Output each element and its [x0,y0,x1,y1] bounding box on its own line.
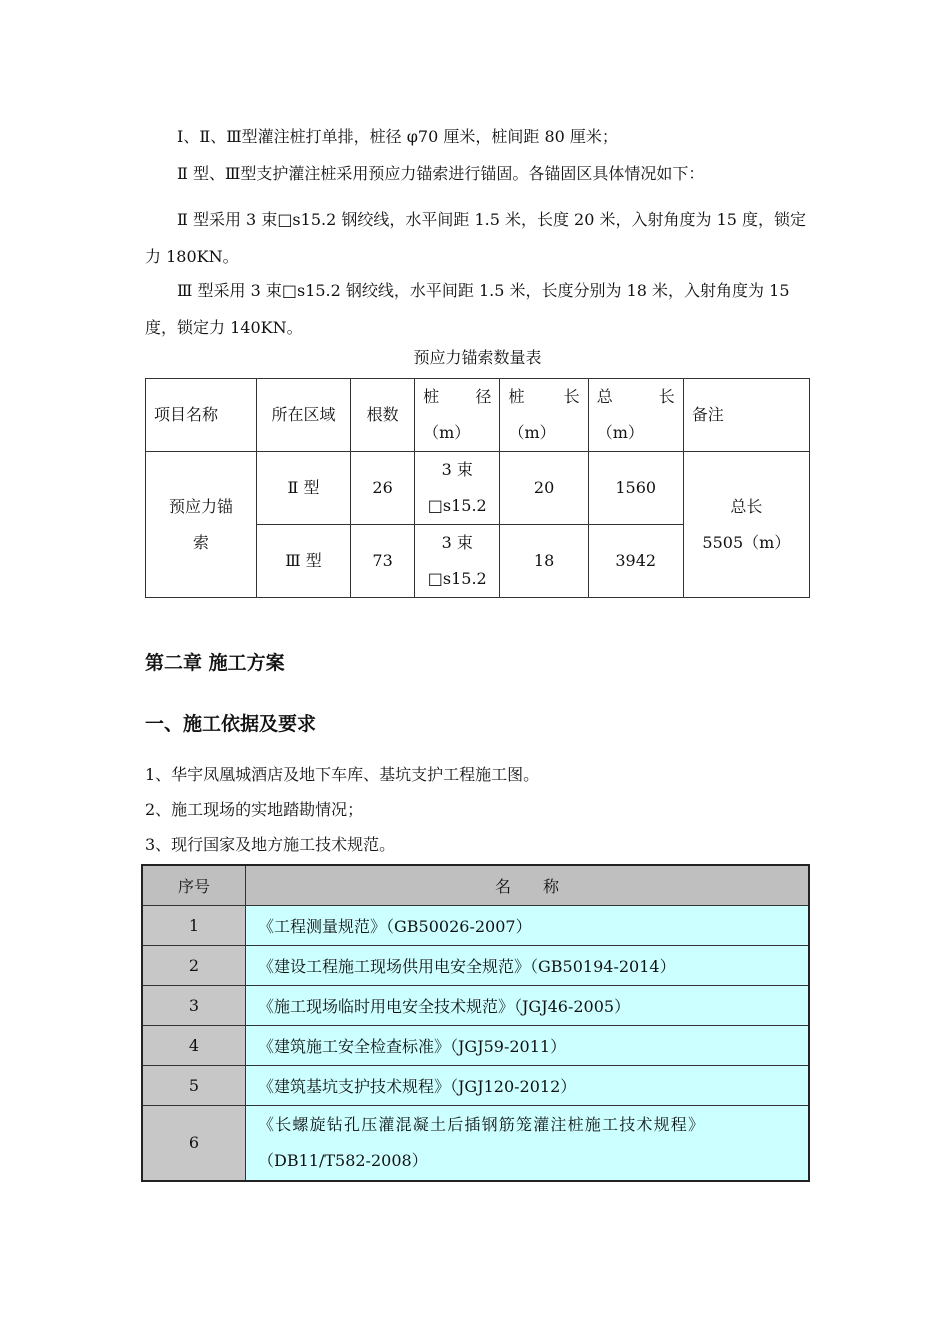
header-serial: 序号 [142,865,246,905]
header-diameter: 桩 径 （m） [415,379,500,452]
spec-name: 《建筑基坑支护技术规程》（JGJ120-2012） [246,1065,810,1105]
basis-item-1: 1、华宇凤凰城酒店及地下车库、基坑支护工程施工图。 [145,765,540,784]
spec-serial: 6 [142,1105,246,1181]
basis-item-2: 2、施工现场的实地踏勘情况； [145,800,364,819]
spec-row [142,1025,809,1065]
cell-remark: 总长 5505（m） [683,452,809,598]
cell-total: 3942 [588,525,683,598]
header-name: 名 称 [246,865,810,905]
header-item: 项目名称 [146,379,257,452]
cell-length: 18 [500,525,588,598]
spec-serial: 4 [142,1025,246,1065]
spec-header-row [142,865,809,905]
header-remark: 备注 [683,379,809,452]
basis-item-3: 3、现行国家及地方施工技术规范。 [145,835,396,854]
spec-row [142,945,809,985]
section-title: 一、施工依据及要求 [145,713,317,735]
spec-name: 《建设工程施工现场供用电安全规范》（GB50194-2014） [246,945,810,985]
spec-serial: 2 [142,945,246,985]
spec-name: 《建筑施工安全检查标准》（JGJ59-2011） [246,1025,810,1065]
paragraph-type-2: Ⅱ 型采用 3 束□s15.2 钢绞线，水平间距 1.5 米，长度 20 米，入射角度为 15 度，锁定力 180KN。 [145,210,807,266]
spec-serial: 5 [142,1065,246,1105]
cell-diameter: 3 束 □s15.2 [415,525,500,598]
spec-name: 《施工现场临时用电安全技术规范》（JGJ46-2005） [246,985,810,1025]
table-header-row [146,379,810,452]
spec-name: 《长螺旋钻孔压灌混凝土后插钢筋笼灌注桩施工技术规程》 （DB11/T582-2008） [246,1105,810,1181]
spec-row [142,1105,809,1181]
cell-total: 1560 [588,452,683,525]
anchor-quantity-table [145,378,810,598]
cell-count: 26 [351,452,415,525]
cell-diameter: 3 束 □s15.2 [415,452,500,525]
spec-table [141,864,810,1182]
cell-count: 73 [351,525,415,598]
header-zone: 所在区域 [256,379,350,452]
header-length: 桩 长 （m） [500,379,588,452]
spec-row [142,905,809,945]
cell-zone: Ⅱ 型 [256,452,350,525]
cell-item-name: 预应力锚索 [146,452,257,598]
paragraph-anchor-intro: Ⅱ 型、Ⅲ型支护灌注桩采用预应力锚索进行锚固。各锚固区具体情况如下： [177,164,705,183]
spec-row [142,1065,809,1105]
table-row [146,452,810,525]
header-count: 根数 [351,379,415,452]
spec-serial: 3 [142,985,246,1025]
header-total: 总 长 （m） [588,379,683,452]
cell-zone: Ⅲ 型 [256,525,350,598]
paragraph-type-3: Ⅲ 型采用 3 束□s15.2 钢绞线，水平间距 1.5 米，长度分别为 18 米，入射角度为 15 度，锁定力 140KN。 [145,281,790,337]
table-caption: 预应力锚索数量表 [413,348,542,367]
spec-row [142,985,809,1025]
cell-length: 20 [500,452,588,525]
spec-serial: 1 [142,905,246,945]
spec-name: 《工程测量规范》（GB50026-2007） [246,905,810,945]
chapter-title: 第二章 施工方案 [145,652,285,674]
paragraph-pile-layout: Ⅰ、Ⅱ、Ⅲ型灌注桩打单排，桩径 φ70 厘米，桩间距 80 厘米； [177,127,618,146]
